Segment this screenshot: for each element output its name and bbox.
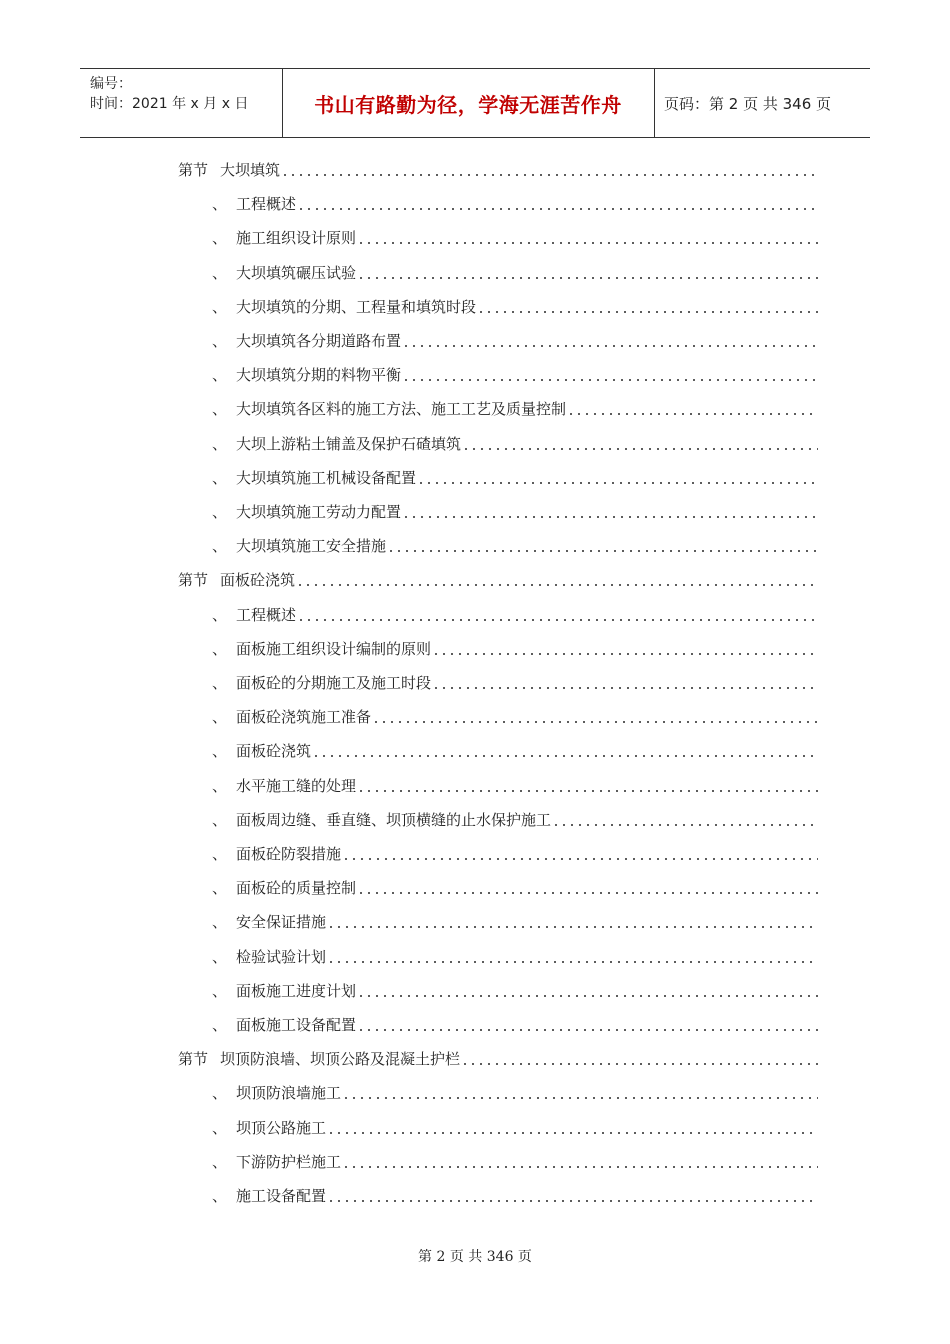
toc-item-row	[212, 1079, 818, 1103]
toc-number: 、	[212, 948, 228, 966]
toc-title: 工程概述	[236, 195, 297, 213]
toc-dot-leader	[297, 619, 818, 621]
toc-title: 面板施工进度计划	[236, 982, 357, 1000]
toc-item-row	[212, 327, 818, 351]
toc-item-row	[212, 190, 818, 214]
toc-title: 大坝填筑分期的料物平衡	[236, 366, 402, 384]
toc-dot-leader	[357, 892, 818, 894]
toc-number: 、	[212, 708, 228, 726]
toc-dot-leader	[342, 1097, 818, 1099]
toc-dot-leader	[357, 277, 818, 279]
toc-dot-leader	[567, 413, 818, 415]
toc-title: 大坝上游粘土铺盖及保护石碴填筑	[236, 435, 462, 453]
toc-dot-leader	[357, 1029, 818, 1031]
toc-item-row	[212, 1182, 818, 1206]
toc-item-row	[212, 977, 818, 1001]
toc-title: 坝顶防浪墙施工	[236, 1084, 342, 1102]
toc-title: 大坝填筑各分期道路布置	[236, 332, 402, 350]
toc-title: 坝顶防浪墙、坝顶公路及混凝土护栏	[220, 1050, 461, 1068]
toc-number: 、	[212, 298, 228, 316]
toc-item-row	[212, 635, 818, 659]
toc-dot-leader	[372, 721, 818, 723]
toc-title: 大坝填筑施工劳动力配置	[236, 503, 402, 521]
toc-dot-leader	[357, 242, 818, 244]
toc-dot-leader	[357, 790, 818, 792]
toc-number: 、	[212, 1016, 228, 1034]
toc-title: 面板砼的分期施工及施工时段	[236, 674, 432, 692]
toc-number: 、	[212, 742, 228, 760]
toc-number: 第节	[178, 1050, 209, 1068]
toc-number: 、	[212, 366, 228, 384]
toc-dot-leader	[357, 995, 818, 997]
toc-number: 、	[212, 1119, 228, 1137]
toc-title: 面板砼防裂措施	[236, 845, 342, 863]
toc-item-row	[212, 1148, 818, 1172]
toc-section-row	[178, 1045, 818, 1069]
toc-title: 施工设备配置	[236, 1187, 327, 1205]
toc-item-row	[212, 874, 818, 898]
toc-item-row	[212, 224, 818, 248]
toc-number: 、	[212, 674, 228, 692]
toc-dot-leader	[327, 1200, 818, 1202]
toc-dot-leader	[327, 1132, 818, 1134]
toc-number: 第节	[178, 571, 209, 589]
document-date-label: 时间：2021 年 x 月 x 日	[90, 96, 249, 112]
toc-section-row	[178, 156, 818, 180]
toc-number: 第节	[178, 161, 209, 179]
toc-dot-leader	[312, 755, 818, 757]
toc-title: 面板施工设备配置	[236, 1016, 357, 1034]
toc-number: 、	[212, 469, 228, 487]
toc-number: 、	[212, 503, 228, 521]
toc-number: 、	[212, 1153, 228, 1171]
toc-number: 、	[212, 811, 228, 829]
toc-dot-leader	[281, 174, 818, 176]
toc-dot-leader	[387, 550, 818, 552]
toc-item-row	[212, 669, 818, 693]
toc-dot-leader	[552, 824, 818, 826]
toc-dot-leader	[462, 448, 818, 450]
toc-dot-leader	[342, 858, 818, 860]
header-page-info: 页码：第 2 页 共 346 页	[664, 94, 832, 113]
toc-title: 检验试验计划	[236, 948, 327, 966]
toc-number: 、	[212, 845, 228, 863]
toc-title: 大坝填筑	[220, 161, 281, 179]
toc-item-row	[212, 259, 818, 283]
toc-title: 面板砼浇筑	[220, 571, 296, 589]
toc-dot-leader	[417, 482, 818, 484]
toc-item-row	[212, 601, 818, 625]
toc-number: 、	[212, 195, 228, 213]
toc-dot-leader	[432, 653, 818, 655]
document-code-label: 编号：	[90, 76, 132, 92]
toc-title: 工程概述	[236, 606, 297, 624]
toc-title: 施工组织设计原则	[236, 229, 357, 247]
toc-dot-leader	[327, 926, 818, 928]
toc-number: 、	[212, 435, 228, 453]
toc-dot-leader	[402, 516, 818, 518]
toc-item-row	[212, 943, 818, 967]
toc-dot-leader	[402, 379, 818, 381]
toc-item-row	[212, 532, 818, 556]
toc-number: 、	[212, 229, 228, 247]
toc-dot-leader	[297, 208, 818, 210]
toc-item-row	[212, 361, 818, 385]
toc-dot-leader	[477, 311, 818, 313]
toc-number: 、	[212, 640, 228, 658]
toc-item-row	[212, 498, 818, 522]
toc-number: 、	[212, 400, 228, 418]
toc-title: 安全保证措施	[236, 913, 327, 931]
toc-item-row	[212, 908, 818, 932]
toc-title: 面板施工组织设计编制的原则	[236, 640, 432, 658]
toc-item-row	[212, 772, 818, 796]
toc-dot-leader	[342, 1166, 818, 1168]
toc-item-row	[212, 840, 818, 864]
toc-item-row	[212, 464, 818, 488]
toc-dot-leader	[402, 345, 818, 347]
toc-dot-leader	[432, 687, 818, 689]
header-motto: 书山有路勤为径，学海无涯苦作舟	[314, 92, 622, 117]
toc-number: 、	[212, 879, 228, 897]
toc-number: 、	[212, 982, 228, 1000]
toc-item-row	[212, 1114, 818, 1138]
toc-title: 大坝填筑施工安全措施	[236, 537, 387, 555]
toc-item-row	[212, 430, 818, 454]
toc-number: 、	[212, 332, 228, 350]
toc-title: 水平施工缝的处理	[236, 777, 357, 795]
toc-title: 大坝填筑各区料的施工方法、施工工艺及质量控制	[236, 400, 567, 418]
toc-number: 、	[212, 537, 228, 555]
toc-number: 、	[212, 264, 228, 282]
toc-title: 大坝填筑碾压试验	[236, 264, 357, 282]
toc-number: 、	[212, 606, 228, 624]
toc-title: 大坝填筑的分期、工程量和填筑时段	[236, 298, 477, 316]
toc-item-row	[212, 806, 818, 830]
toc-section-row	[178, 566, 818, 590]
toc-dot-leader	[296, 584, 818, 586]
toc-number: 、	[212, 777, 228, 795]
toc-title: 下游防护栏施工	[236, 1153, 342, 1171]
toc-title: 面板砼浇筑	[236, 742, 312, 760]
toc-dot-leader	[327, 961, 818, 963]
toc-item-row	[212, 737, 818, 761]
toc-item-row	[212, 293, 818, 317]
toc-title: 大坝填筑施工机械设备配置	[236, 469, 417, 487]
toc-item-row	[212, 395, 818, 419]
toc-number: 、	[212, 913, 228, 931]
toc-number: 、	[212, 1084, 228, 1102]
toc-item-row	[212, 703, 818, 727]
toc-title: 面板砼浇筑施工准备	[236, 708, 372, 726]
toc-title: 面板砼的质量控制	[236, 879, 357, 897]
page-footer: 第 2 页 共 346 页	[418, 1249, 532, 1265]
toc-title: 坝顶公路施工	[236, 1119, 327, 1137]
toc-dot-leader	[461, 1063, 818, 1065]
toc-title: 面板周边缝、垂直缝、坝顶横缝的止水保护施工	[236, 811, 552, 829]
toc-number: 、	[212, 1187, 228, 1205]
toc-item-row	[212, 1011, 818, 1035]
